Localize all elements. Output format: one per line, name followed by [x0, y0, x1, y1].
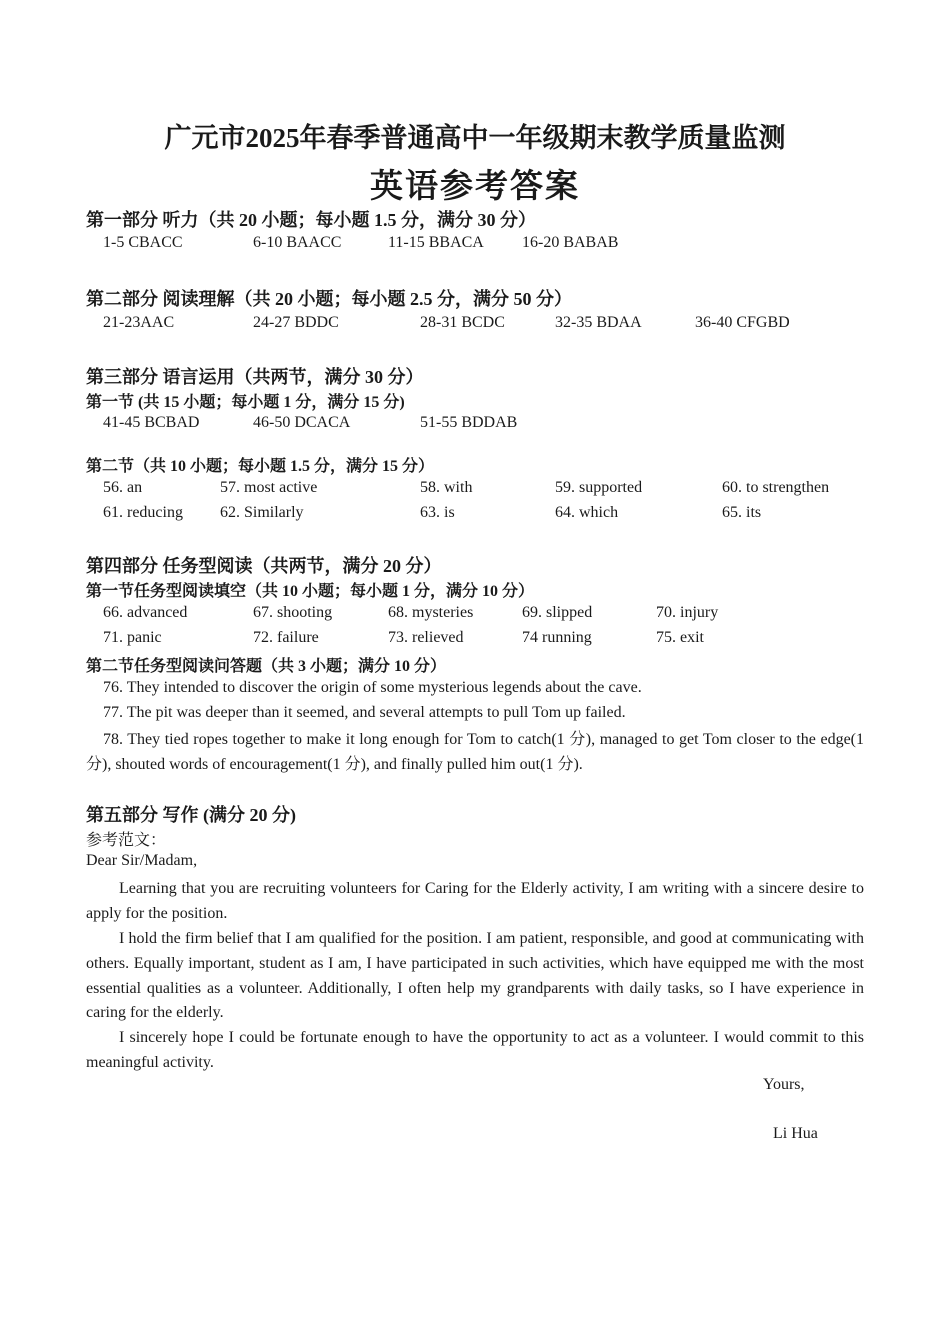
part4-s1-answer-70: 70. injury: [656, 604, 719, 621]
part4-s1-answer-67: 67. shooting: [253, 604, 333, 621]
part4-s1-answer-66: 66. advanced: [103, 604, 188, 621]
part4-s1-answer-69: 69. slipped: [522, 604, 593, 621]
letter-greeting: Dear Sir/Madam,: [86, 852, 198, 869]
part1-answer-2: 6-10 BAACC: [253, 234, 342, 251]
part3-s2-answer-64: 64. which: [555, 504, 619, 521]
part5-reference-label: 参考范文：: [86, 832, 167, 849]
page-title: 广元市2025年春季普通高中一年级期末教学质量监测: [164, 123, 786, 153]
part2-answer-1: 21-23AAC: [103, 314, 175, 331]
part3-s2-answer-62: 62. Similarly: [220, 504, 304, 521]
letter-closing: Yours,: [763, 1076, 805, 1093]
letter-paragraph-3: I sincerely hope I could be fortunate enough to have the opportunity to act as a volunteer. I would commit to this meaningful activity.: [86, 1029, 864, 1071]
part4-answer-77: 77. The pit was deeper than it seemed, and several attempts to pull Tom up failed.: [103, 704, 626, 721]
part4-heading: 第四部分 任务型阅读（共两节，满分 20 分）: [86, 556, 442, 576]
part2-answer-3: 28-31 BCDC: [420, 314, 505, 331]
part4-s1-answer-72: 72. failure: [253, 629, 319, 646]
part3-s2-answer-56: 56. an: [103, 479, 143, 496]
part4-s1-answer-71: 71. panic: [103, 629, 162, 646]
part3-s2-answer-65: 65. its: [722, 504, 762, 521]
part3-s2-answer-60: 60. to strengthen: [722, 479, 830, 496]
part1-heading: 第一部分 听力（共 20 小题；每小题 1.5 分，满分 30 分）: [86, 210, 536, 230]
part1-answer-1: 1-5 CBACC: [103, 234, 183, 251]
part3-s1-answer-2: 46-50 DCACA: [253, 414, 351, 431]
part3-s2-answer-57: 57. most active: [220, 479, 318, 496]
part4-section1-heading: 第一节任务型阅读填空（共 10 小题；每小题 1 分，满分 10 分）: [86, 583, 535, 600]
part3-s2-answer-63: 63. is: [420, 504, 455, 521]
part2-answer-5: 36-40 CFGBD: [695, 314, 790, 331]
page-subtitle: 英语参考答案: [370, 169, 580, 205]
part3-section1-heading: 第一节 (共 15 小题；每小题 1 分，满分 15 分): [86, 394, 405, 411]
part3-s2-answer-58: 58. with: [420, 479, 473, 496]
letter-paragraph-1: Learning that you are recruiting volunteers for Caring for the Elderly activity, I am writing with a sincere desire to apply for the position.: [86, 880, 864, 922]
part2-answer-4: 32-35 BDAA: [555, 314, 642, 331]
part3-s1-answer-1: 41-45 BCBAD: [103, 414, 200, 431]
part4-section2-heading: 第二节任务型阅读问答题（共 3 小题；满分 10 分）: [86, 658, 447, 675]
part1-answer-4: 16-20 BABAB: [522, 234, 619, 251]
part5-heading: 第五部分 写作 (满分 20 分): [86, 805, 296, 825]
part3-s2-answer-59: 59. supported: [555, 479, 643, 496]
letter-paragraph-2: I hold the firm belief that I am qualified for the position. I am patient, responsible, and good at communicating with others. Equally important, student as I am, I have participated in such activities, which have equipped me with the most essential qualities as a volunteer. Additionally, I often help my grandparents with daily tasks, so I have experience in caring for the elderly.: [86, 930, 864, 1022]
part4-s1-answer-68: 68. mysteries: [388, 604, 474, 621]
part3-section2-heading: 第二节（共 10 小题；每小题 1.5 分，满分 15 分）: [86, 458, 435, 475]
part3-s1-answer-3: 51-55 BDDAB: [420, 414, 518, 431]
part2-answer-2: 24-27 BDDC: [253, 314, 339, 331]
part4-s1-answer-74: 74 running: [522, 629, 592, 646]
part1-answer-3: 11-15 BBACA: [388, 234, 484, 251]
letter-signature: Li Hua: [773, 1125, 818, 1142]
part4-answer-78: 78. They tied ropes together to make it long enough for Tom to catch(1 分), managed to get Tom closer to the edge(1 分), shouted words of encouragement(1 分), and finally pulled him out(1 分).: [86, 731, 864, 773]
part2-heading: 第二部分 阅读理解（共 20 小题；每小题 2.5 分，满分 50 分）: [86, 289, 572, 309]
part4-answer-76: 76. They intended to discover the origin of some mysterious legends about the cave.: [103, 679, 642, 696]
part4-s1-answer-73: 73. relieved: [388, 629, 464, 646]
part3-heading: 第三部分 语言运用（共两节，满分 30 分）: [86, 367, 424, 387]
part4-s1-answer-75: 75. exit: [656, 629, 704, 646]
part3-s2-answer-61: 61. reducing: [103, 504, 183, 521]
